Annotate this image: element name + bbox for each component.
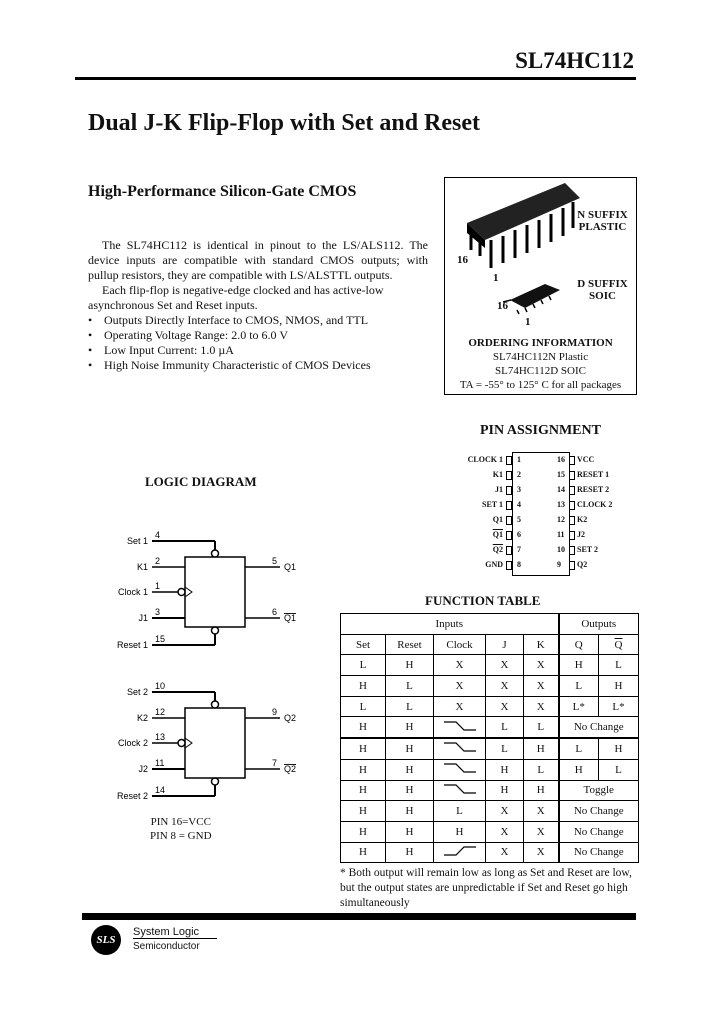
q-output-label: Q2 — [284, 713, 297, 723]
pin-number: 8 — [517, 560, 521, 569]
table-cell: L — [486, 717, 524, 738]
part-number: SL74HC112 — [515, 48, 634, 73]
table-cell: X — [524, 676, 559, 697]
table-cell: H — [341, 759, 386, 780]
pin-label: Q1 — [492, 515, 503, 524]
pin-number: 9 — [557, 560, 561, 569]
table-row — [341, 759, 639, 780]
table-row — [341, 717, 639, 738]
table-cell: X — [524, 655, 559, 676]
table-cell: H — [341, 738, 386, 759]
table-cell: L — [341, 655, 386, 676]
k-label: K2 — [136, 713, 148, 723]
clock-label: Clock 1 — [117, 587, 148, 597]
j-label: J2 — [138, 764, 148, 774]
table-cell — [434, 780, 486, 801]
table-cell: X — [486, 696, 524, 717]
footer-rule — [82, 913, 636, 920]
pin-stub — [506, 501, 512, 510]
table-cell: H — [386, 842, 434, 863]
pin-stub — [506, 486, 512, 495]
n-type: PLASTIC — [578, 221, 627, 233]
set-inversion-bubble — [212, 550, 219, 557]
table-cell: Toggle — [559, 780, 639, 801]
pin-label: SET 1 — [482, 500, 503, 509]
d-suffix-label — [575, 278, 630, 302]
column-headers — [341, 634, 639, 655]
table-row — [341, 842, 639, 863]
table-cell: H — [386, 780, 434, 801]
pin-stub — [506, 561, 512, 570]
pin-label: K1 — [492, 470, 503, 479]
flip-flop-ff1 — [117, 530, 296, 650]
table-cell: L* — [599, 696, 639, 717]
feature-item: • Low Input Current: 1.0 µA — [88, 343, 428, 358]
feature-list — [88, 313, 428, 373]
table-cell: X — [434, 696, 486, 717]
clock-inversion-bubble — [178, 589, 185, 596]
page-title: Dual J-K Flip-Flop with Set and Reset — [88, 110, 481, 136]
dip-pin16-label: 16 — [457, 254, 468, 266]
feature-item: • Outputs Directly Interface to CMOS, NMOS, and TTL — [88, 313, 428, 328]
pin-assignment-title: PIN ASSIGNMENT — [480, 423, 601, 438]
pin-number: 7 — [517, 545, 521, 554]
pin-number: 3 — [155, 607, 161, 617]
table-cell: H — [386, 738, 434, 759]
pin-number: 13 — [557, 500, 565, 509]
pin-label: J1 — [495, 485, 503, 494]
soic-package-image — [503, 284, 560, 314]
d-suffix: D SUFFIX — [577, 278, 628, 290]
table-cell — [434, 842, 486, 863]
pin-number: 4 — [517, 500, 521, 509]
feature-item: • Operating Voltage Range: 2.0 to 6.0 V — [88, 328, 428, 343]
clock-inversion-bubble — [178, 740, 185, 747]
pin-label: Q2 — [577, 560, 588, 569]
k-label: K1 — [136, 562, 148, 572]
table-cell: H — [559, 759, 599, 780]
table-cell: H — [341, 717, 386, 738]
logic-diagram-title: LOGIC DIAGRAM — [145, 474, 257, 489]
pin-stub — [569, 486, 575, 495]
table-row — [341, 738, 639, 759]
pin-number: 2 — [155, 556, 161, 566]
pin-number: 5 — [517, 515, 521, 524]
pin-number: 10 — [557, 545, 565, 554]
vcc-note: PIN 16=VCC — [150, 816, 211, 828]
j-label: J1 — [138, 613, 148, 623]
table-row — [341, 801, 639, 822]
pin-number: 9 — [272, 707, 278, 717]
table-cell: L — [386, 696, 434, 717]
column-header: Q — [559, 634, 599, 655]
company-name-2: Semiconductor — [133, 941, 200, 952]
pin-label: Q1 — [492, 530, 503, 539]
pin-number: 2 — [517, 470, 521, 479]
pin-assignment-diagram — [465, 452, 625, 577]
power-pin-note — [150, 815, 212, 843]
pin-number: 5 — [272, 556, 278, 566]
table-cell: X — [524, 821, 559, 842]
column-header: Clock — [434, 634, 486, 655]
set-label: Set 2 — [126, 687, 148, 697]
logic-diagram — [100, 520, 310, 810]
table-cell: H — [341, 676, 386, 697]
table-cell: L — [599, 759, 639, 780]
table-cell — [434, 759, 486, 780]
dip-pin1-label: 1 — [493, 272, 499, 284]
column-header: Set — [341, 634, 386, 655]
table-cell: X — [486, 676, 524, 697]
pin-label: Q2 — [492, 545, 503, 554]
pin-number: 16 — [557, 455, 565, 464]
pin-number: 11 — [557, 530, 565, 539]
table-cell: X — [486, 801, 524, 822]
pin-stub — [569, 561, 575, 570]
subtitle: High-Performance Silicon-Gate CMOS — [88, 183, 357, 200]
table-row — [341, 780, 639, 801]
table-cell: No Change — [559, 801, 639, 822]
table-cell: H — [524, 738, 559, 759]
ordering-information — [445, 336, 636, 392]
pin-number: 15 — [557, 470, 565, 479]
table-cell: L — [524, 759, 559, 780]
set-label: Set 1 — [126, 536, 148, 546]
flip-flop-box — [185, 708, 245, 778]
set-inversion-bubble — [212, 701, 219, 708]
pin-stub — [569, 471, 575, 480]
pin-stub — [569, 456, 575, 465]
table-cell: L* — [559, 696, 599, 717]
pin-number: 7 — [272, 758, 278, 768]
table-cell: X — [524, 801, 559, 822]
table-cell: L — [599, 655, 639, 676]
table-cell: H — [386, 801, 434, 822]
gnd-note: PIN 8 = GND — [150, 830, 212, 842]
q-output-label: Q1 — [284, 562, 297, 572]
table-cell: H — [341, 842, 386, 863]
soic-pin1-label: 1 — [525, 316, 531, 328]
pin-number: 13 — [155, 732, 166, 742]
outputs-header: Outputs — [559, 614, 639, 635]
table-cell: X — [434, 676, 486, 697]
table-row — [341, 696, 639, 717]
table-cell: No Change — [559, 717, 639, 738]
table-cell: L — [434, 801, 486, 822]
table-cell: H — [341, 801, 386, 822]
description-para-2: Each flip-flop is negative-edge clocked and has active-low asynchronous Set and Reset inputs. — [88, 283, 384, 312]
table-row — [341, 655, 639, 676]
table-cell: H — [486, 780, 524, 801]
reset-label: Reset 1 — [116, 640, 148, 650]
table-cell: L — [341, 696, 386, 717]
falling-edge-icon — [442, 740, 478, 754]
pin-number: 10 — [155, 681, 166, 691]
table-cell: H — [341, 780, 386, 801]
table-cell: H — [486, 759, 524, 780]
d-type: SOIC — [589, 290, 616, 302]
table-cell: L — [524, 717, 559, 738]
pin-stub — [569, 546, 575, 555]
table-cell: L — [386, 676, 434, 697]
order-option: SL74HC112N Plastic — [492, 351, 589, 363]
table-cell: No Change — [559, 842, 639, 863]
pin-label: SET 2 — [577, 545, 598, 554]
table-cell: No Change — [559, 821, 639, 842]
temperature-range: TA = -55° to 125° C for all packages — [459, 379, 622, 391]
table-cell: H — [434, 821, 486, 842]
package-images — [445, 178, 636, 328]
description-para-1: The SL74HC112 is identical in pinout to the LS/ALS112. The device inputs are compatible with standard CMOS outputs; with pullup resistors, they are compatible with LS/ALSTTL outputs. — [88, 238, 428, 282]
pin-label: VCC — [577, 455, 595, 464]
function-table — [340, 613, 639, 863]
n-suffix: N SUFFIX — [577, 209, 628, 221]
reset-inversion-bubble — [212, 627, 219, 634]
feature-item: • High Noise Immunity Characteristic of CMOS Devices — [88, 358, 428, 373]
pin-stub — [506, 456, 512, 465]
q-bar-output-label: Q1 — [284, 613, 297, 623]
reset-label: Reset 2 — [116, 791, 148, 801]
pin-number: 1 — [517, 455, 521, 464]
pin-number: 14 — [155, 785, 166, 795]
pin-label: RESET 1 — [577, 470, 610, 479]
rising-edge-icon — [442, 844, 478, 858]
falling-edge-icon — [442, 719, 478, 733]
pin-number: 6 — [517, 530, 521, 539]
pin-number: 6 — [272, 607, 278, 617]
column-header: $\overline{Q}$ — [599, 634, 639, 655]
table-cell: H — [386, 717, 434, 738]
pin-number: 15 — [155, 634, 166, 644]
order-option: SL74HC112D SOIC — [495, 365, 586, 377]
pin-label: J2 — [577, 530, 585, 539]
pin-number: 12 — [155, 707, 166, 717]
table-cell: H — [386, 759, 434, 780]
sls-logo: SLS — [91, 925, 121, 955]
falling-edge-icon — [442, 761, 478, 775]
pin-label: CLOCK 1 — [467, 455, 503, 464]
table-cell — [434, 738, 486, 759]
table-row — [341, 821, 639, 842]
pin-number: 12 — [557, 515, 565, 524]
table-cell: X — [486, 821, 524, 842]
pin-number: 11 — [155, 758, 165, 768]
falling-edge-icon — [442, 782, 478, 796]
table-cell: H — [386, 655, 434, 676]
pin-stub — [569, 531, 575, 540]
table-cell: X — [486, 655, 524, 676]
table-cell: H — [559, 655, 599, 676]
pin-number: 3 — [517, 485, 521, 494]
dip-package-image — [467, 183, 580, 268]
pin-stub — [569, 501, 575, 510]
header-rule — [75, 77, 636, 80]
table-cell: L — [559, 676, 599, 697]
soic-pin16-label: 16 — [497, 300, 508, 312]
n-suffix-label — [575, 209, 630, 233]
pin-stub — [506, 531, 512, 540]
flip-flop-box — [185, 557, 245, 627]
pin-stub — [506, 516, 512, 525]
column-header: J — [486, 634, 524, 655]
table-cell: H — [599, 738, 639, 759]
footnote: * Both output will remain low as long as Set and Reset are low, but the output states are unpredictable if Set and Reset go high simultaneously — [340, 867, 632, 909]
table-cell: X — [486, 842, 524, 863]
table-cell: H — [599, 676, 639, 697]
table-cell — [434, 717, 486, 738]
table-cell: H — [524, 780, 559, 801]
reset-inversion-bubble — [212, 778, 219, 785]
inputs-header: Inputs — [341, 614, 559, 635]
pin-stub — [569, 516, 575, 525]
column-header: K — [524, 634, 559, 655]
table-row — [341, 676, 639, 697]
pin-label: RESET 2 — [577, 485, 610, 494]
pin-stub — [506, 546, 512, 555]
table-cell: H — [386, 821, 434, 842]
table-cell: L — [559, 738, 599, 759]
clock-label: Clock 2 — [117, 738, 148, 748]
q-bar-output-label: Q2 — [284, 764, 297, 774]
column-header: Reset — [386, 634, 434, 655]
function-table-title: FUNCTION TABLE — [425, 593, 541, 608]
ordering-title: ORDERING INFORMATION — [468, 337, 613, 349]
table-cell: L — [486, 738, 524, 759]
pin-label: CLOCK 2 — [577, 500, 613, 509]
description — [88, 238, 428, 373]
company-name: System Logic — [133, 926, 217, 939]
table-cell: X — [434, 655, 486, 676]
package-box — [444, 177, 637, 395]
pin-label: GND — [485, 560, 503, 569]
table-cell: X — [524, 842, 559, 863]
pin-stub — [506, 471, 512, 480]
table-cell: H — [341, 821, 386, 842]
pin-number: 14 — [557, 485, 565, 494]
table-cell: X — [524, 696, 559, 717]
pin-number: 1 — [155, 581, 161, 591]
pin-label: K2 — [577, 515, 588, 524]
flip-flop-ff2 — [117, 681, 296, 801]
pin-number: 4 — [155, 530, 161, 540]
